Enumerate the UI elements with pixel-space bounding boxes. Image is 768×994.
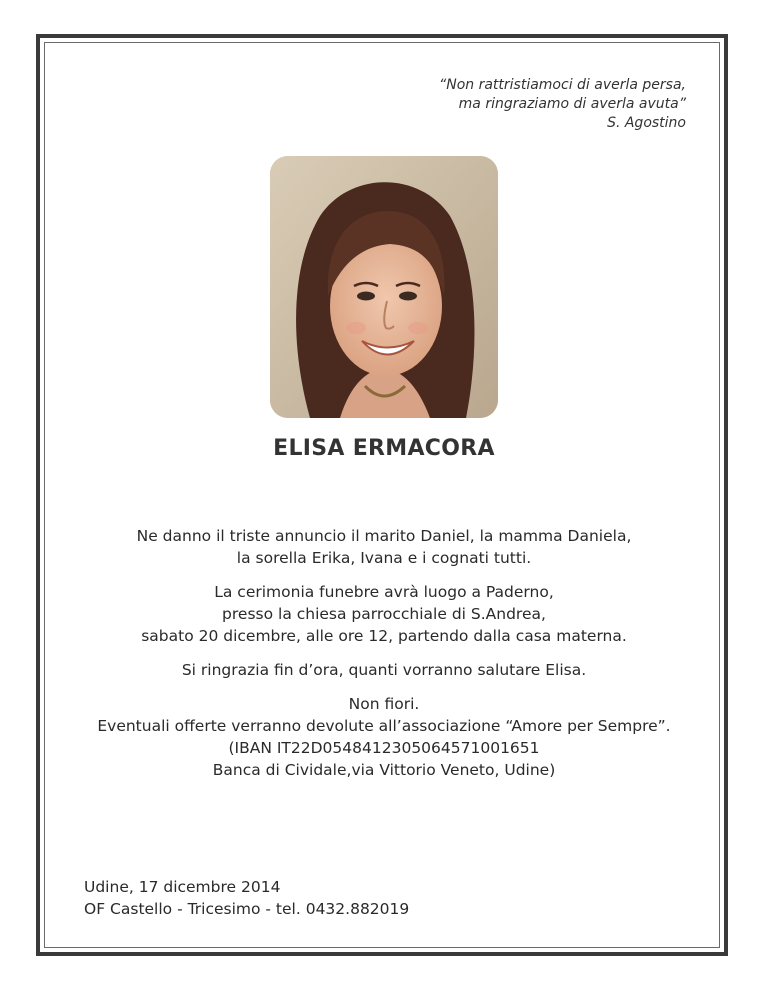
quote-author: S. Agostino <box>607 115 686 131</box>
text-line: Ne danno il triste annuncio il marito Daniel, la mamma Daniela, <box>136 527 632 545</box>
text-line: la sorella Erika, Ivana e i cognati tutti. <box>236 549 532 567</box>
ceremony-paragraph <box>60 581 708 647</box>
announcement-body <box>60 525 708 793</box>
thanks-paragraph <box>60 659 708 681</box>
announcement-paragraph <box>60 525 708 569</box>
portrait-illustration <box>270 156 498 418</box>
text-line: (IBAN IT22D0548412305064571001651 <box>228 739 540 757</box>
deceased-name: ELISA ERMACORA <box>273 436 495 461</box>
text-line: Eventuali offerte verranno devolute all’associazione “Amore per Sempre”. <box>97 717 671 735</box>
text-line: presso la chiesa parrocchiale di S.Andrea, <box>222 605 546 623</box>
footer <box>84 876 409 920</box>
text-line: Non fiori. <box>348 695 420 713</box>
text-line: sabato 20 dicembre, alle ore 12, partendo dalla casa materna. <box>141 627 627 645</box>
text-line: Si ringrazia fin d’ora, quanti vorranno salutare Elisa. <box>181 661 587 679</box>
text-line: Banca di Cividale,via Vittorio Veneto, Udine) <box>212 761 556 779</box>
text-line: La cerimonia funebre avrà luogo a Paderno, <box>214 583 554 601</box>
donations-paragraph <box>60 693 708 781</box>
quote-line: “Non rattristiamoci di averla persa, <box>438 77 686 93</box>
quote-line: ma ringraziamo di averla avuta” <box>458 96 686 112</box>
agency-line: OF Castello - Tricesimo - tel. 0432.882019 <box>84 900 410 918</box>
epigraph-quote <box>439 76 686 133</box>
date-line: Udine, 17 dicembre 2014 <box>84 878 281 896</box>
portrait-photo <box>270 156 498 418</box>
